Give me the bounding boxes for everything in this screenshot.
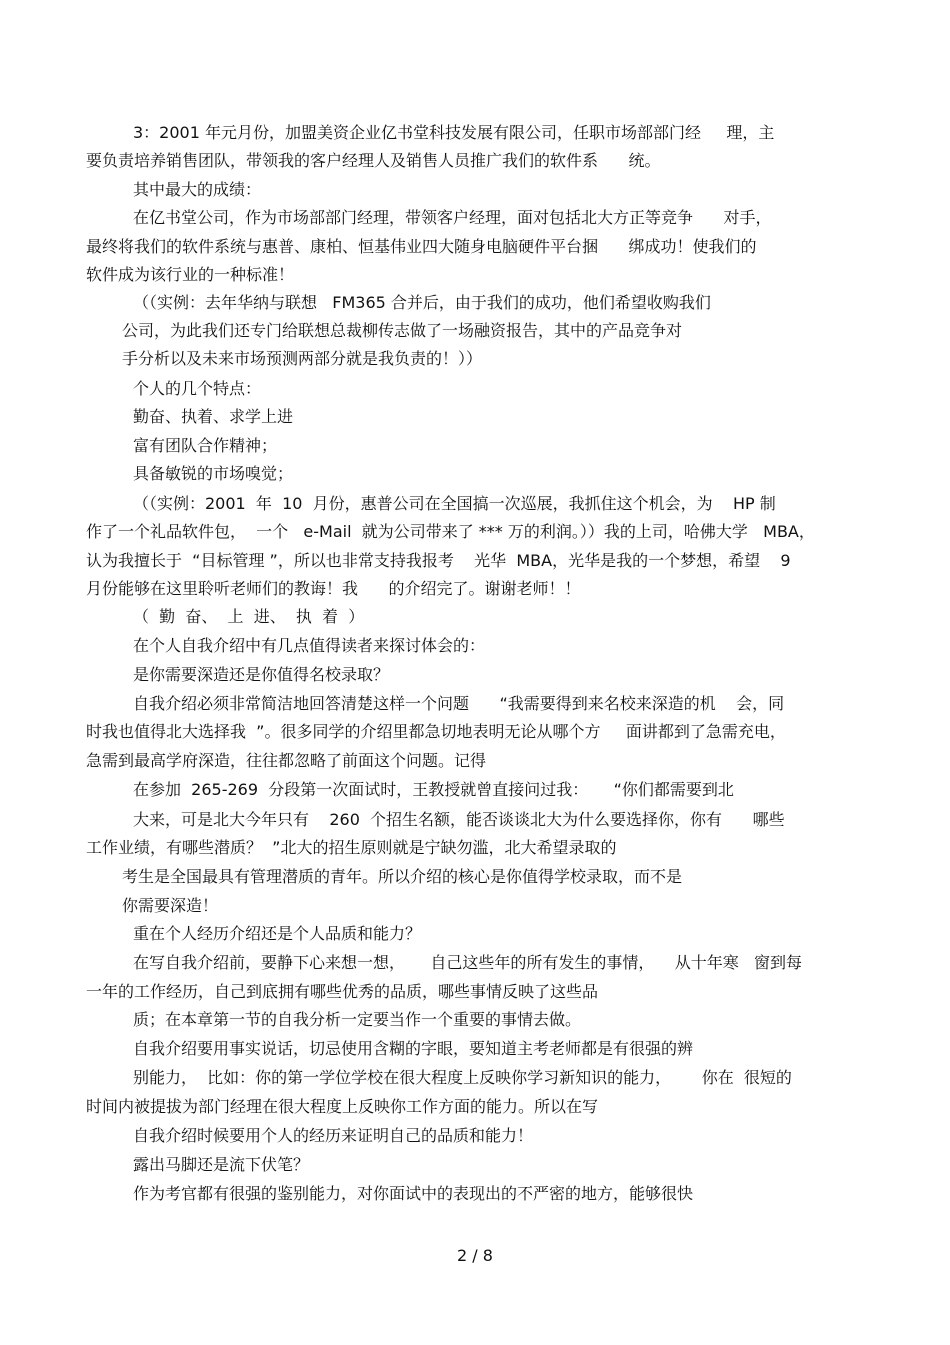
text-line: 具备敏锐的市场嗅觉； — [133, 464, 294, 483]
text-line: 作了一个礼品软件包， 一个 e-Mail 就为公司带来了 *** 万的利润。））我的上司，哈佛大学 MBA， — [86, 522, 815, 541]
text-line: 你需要深造！ — [122, 896, 219, 915]
text-line: 自我介绍要用事实说话，切忌使用含糊的字眼，要知道主考老师都是有很强的辨 — [133, 1039, 694, 1058]
text-line: 月份能够在这里聆听老师们的教诲！我 的介绍完了。谢谢老师！！ — [86, 579, 581, 598]
text-line: （（实例：去年华纳与联想 FM365 合并后，由于我们的成功，他们希望收购我们 — [133, 293, 711, 312]
text-line: 个人的几个特点： — [133, 379, 262, 398]
text-line: 作为考官都有很强的鉴别能力，对你面试中的表现出的不严密的地方，能够很快 — [133, 1184, 694, 1203]
page-number: 2 / 8 — [457, 1246, 493, 1265]
text-line: （ 勤 奋、 上 进、 执 着 ） — [133, 607, 365, 626]
text-line: 其中最大的成绩： — [133, 180, 262, 199]
text-line: 3：2001 年元月份，加盟美资企业亿书堂科技发展有限公司，任职市场部部门经 理，主 — [133, 123, 775, 142]
text-line: 最终将我们的软件系统与惠普、康柏、恒基伟业四大随身电脑硬件平台捆 绑成功！使我们的 — [86, 237, 757, 256]
text-line: 质；在本章第一节的自我分析一定要当作一个重要的事情去做。 — [133, 1010, 582, 1029]
text-line: 是你需要深造还是你值得名校录取？ — [133, 665, 390, 684]
text-line: 考生是全国最具有管理潜质的青年。所以介绍的核心是你值得学校录取，而不是 — [122, 867, 683, 886]
text-line: 别能力， 比如：你的第一学位学校在很大程度上反映你学习新知识的能力， 你在 很短的 — [133, 1068, 792, 1087]
text-line: 自我介绍时候要用个人的经历来证明自己的品质和能力！ — [133, 1126, 534, 1145]
text-line: 一年的工作经历，自己到底拥有哪些优秀的品质，哪些事情反映了这些品 — [86, 982, 599, 1001]
text-line: 在个人自我介绍中有几点值得读者来探讨体会的： — [133, 636, 486, 655]
text-line: 富有团队合作精神； — [133, 436, 278, 455]
text-line: （（实例：2001 年 10 月份，惠普公司在全国搞一次巡展，我抓住这个机会，为 HP 制 — [133, 494, 776, 513]
text-line: 在参加 265-269 分段第一次面试时，王教授就曾直接问过我： “你们都需要到北 — [133, 780, 734, 799]
text-line: 软件成为该行业的一种标准！ — [86, 265, 295, 284]
text-line: 要负责培养销售团队，带领我的客户经理人及销售人员推广我们的软件系 统。 — [86, 151, 661, 170]
text-line: 公司，为此我们还专门给联想总裁柳传志做了一场融资报告，其中的产品竞争对 — [122, 321, 683, 340]
text-line: 时我也值得北大选择我 ”。很多同学的介绍里都急切地表明无论从哪个方 面讲都到了急需充电， — [86, 722, 786, 741]
text-line: 认为我擅长于 “目标管理 ”，所以也非常支持我报考 光华 MBA，光华是我的一个梦想，希望 9 — [86, 551, 791, 570]
text-line: 时间内被提拔为部门经理在很大程度上反映你工作方面的能力。所以在写 — [86, 1097, 599, 1116]
text-line: 急需到最高学府深造，往往都忽略了前面这个问题。记得 — [86, 751, 487, 770]
text-line: 自我介绍必须非常简洁地回答清楚这样一个问题 “我需要得到来名校来深造的机 会，同 — [133, 694, 785, 713]
text-line: 重在个人经历介绍还是个人品质和能力？ — [133, 924, 422, 943]
text-line: 勤奋、执着、求学上进 — [133, 407, 294, 426]
text-line: 手分析以及未来市场预测两部分就是我负责的！）） — [122, 349, 483, 368]
text-line: 在亿书堂公司，作为市场部部门经理，带领客户经理，面对包括北大方正等竞争 对手， — [133, 208, 772, 227]
text-line: 在写自我介绍前，要静下心来想一想， 自己这些年的所有发生的事情， 从十年寒 窗到每 — [133, 953, 803, 972]
text-line: 工作业绩，有哪些潜质？ ”北大的招生原则就是宁缺勿滥，北大希望录取的 — [86, 838, 617, 857]
text-line: 露出马脚还是流下伏笔？ — [133, 1155, 310, 1174]
text-line: 大来，可是北大今年只有 260 个招生名额，能否谈谈北大为什么要选择你，你有 哪些 — [133, 810, 785, 829]
